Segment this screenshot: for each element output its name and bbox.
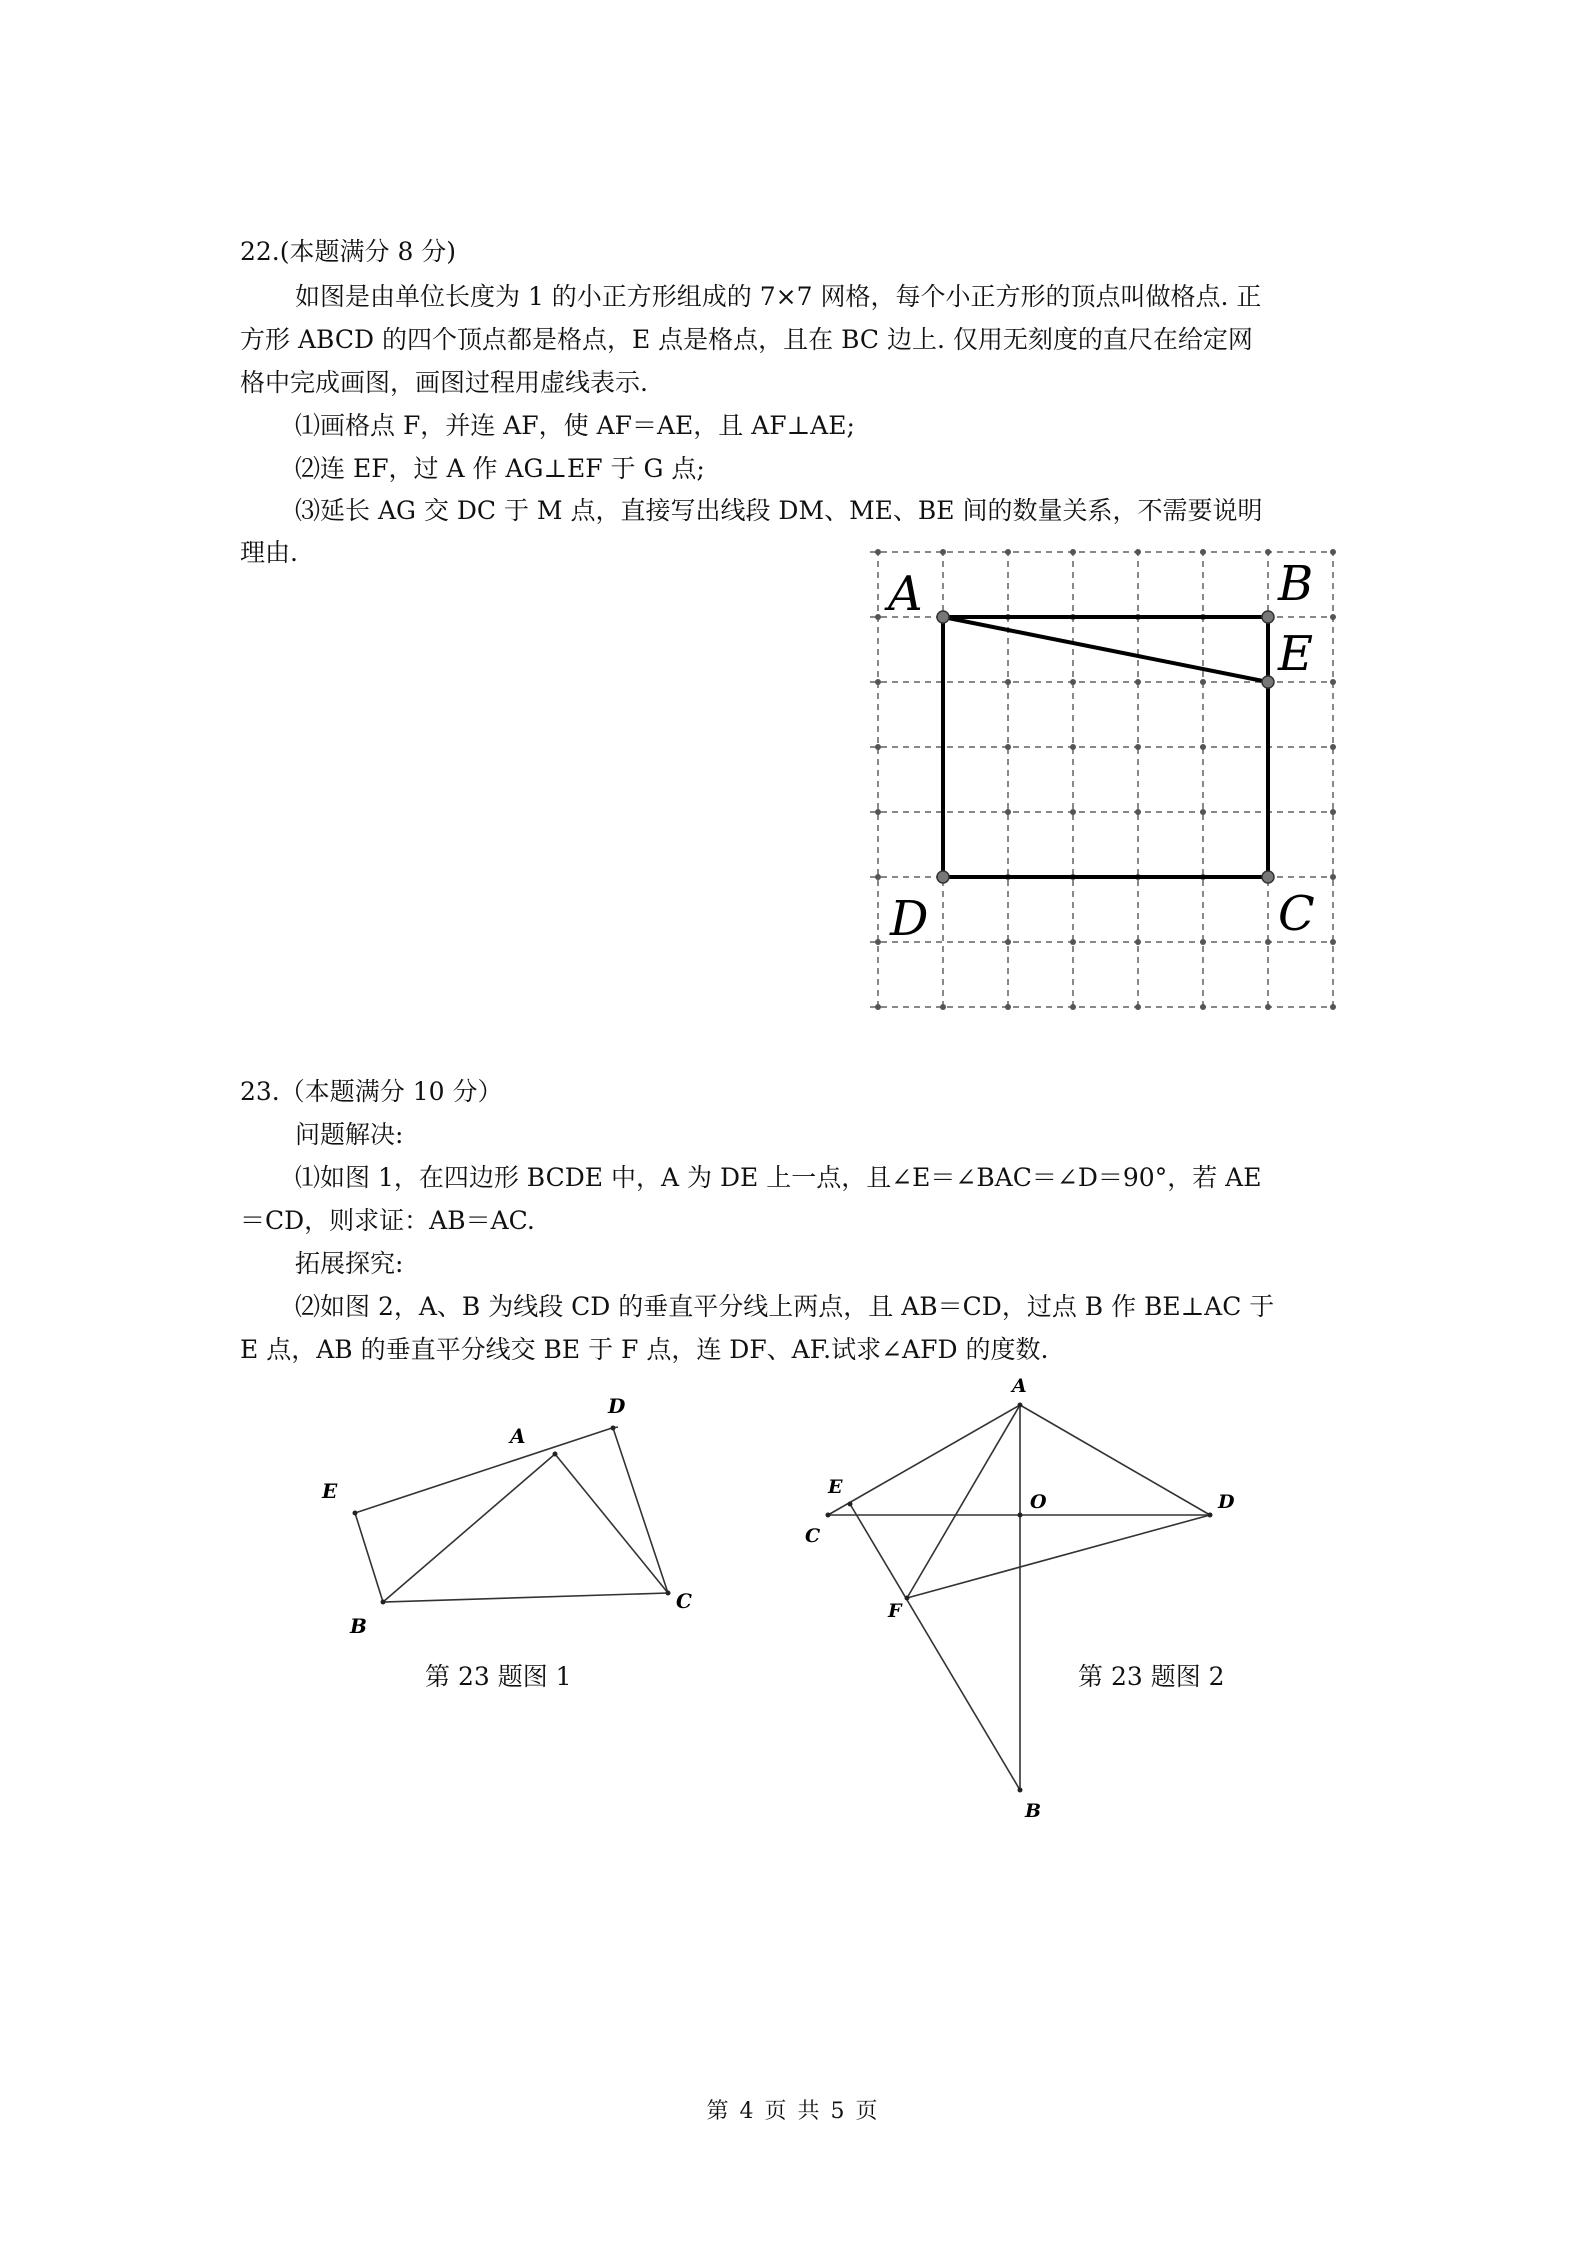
q22-paragraph-line: 方形 ABCD 的四个顶点都是格点，E 点是格点，且在 BC 边上. 仅用无刻度的直尺在给定网 [240,325,1253,354]
q22-paragraph-line: 格中完成画图，画图过程用虚线表示. [240,368,648,397]
label-d: D [890,891,929,947]
q22-step-2: ⑵连 EF，过 A 作 AG⊥EF 于 G 点; [295,454,705,483]
label-e: E [828,1476,843,1498]
q23-figure-2 [790,1370,1250,1820]
q23-heading-2: 拓展探究: [295,1249,404,1278]
label-b: B [1278,556,1314,612]
q23-part-1: ⑴如图 1，在四边形 BCDE 中，A 为 DE 上一点，且∠E＝∠BAC＝∠D＝90°，若 AE [295,1163,1262,1192]
fig2-caption: 第 23 题图 2 [1078,1662,1225,1691]
q22-step-3-cont: 理由. [240,538,298,567]
q23-part-2-cont: E 点，AB 的垂直平分线交 BE 于 F 点，连 DF、AF.试求∠AFD 的度数. [240,1335,1049,1364]
q23-figure-1 [300,1380,740,1640]
q22-step-1: ⑴画格点 F，并连 AF，使 AF＝AE，且 AF⊥AE; [295,411,855,440]
label-a: A [1012,1375,1027,1397]
label-c: C [805,1525,821,1547]
label-d: D [608,1394,626,1418]
label-a: A [510,1424,526,1448]
label-d: D [1218,1491,1235,1513]
label-a: A [888,566,923,622]
q22-grid-figure [860,540,1340,1020]
label-o: O [1030,1491,1047,1513]
page-footer: 第 4 页 共 5 页 [706,2099,880,2124]
label-c: C [676,1589,692,1613]
q23-heading-1: 问题解决: [295,1120,404,1149]
q23-part-1-cont: ＝CD，则求证：AB＝AC. [240,1206,535,1235]
label-e: E [1278,626,1314,682]
segment-ae [943,617,1268,682]
q22-paragraph-line: 如图是由单位长度为 1 的小正方形组成的 7×7 网格，每个小正方形的顶点叫做格点. 正 [295,282,1262,311]
fig1-caption: 第 23 题图 1 [425,1662,572,1691]
q23-title: 23.（本题满分 10 分） [240,1077,503,1106]
label-b: B [350,1614,367,1638]
q23-part-2: ⑵如图 2，A、B 为线段 CD 的垂直平分线上两点，且 AB＝CD，过点 B 作 BE⊥AC 于 [295,1292,1275,1321]
label-c: C [1278,886,1315,942]
q22-title: 22.(本题满分 8 分) [240,237,457,266]
label-e: E [322,1479,338,1503]
q22-step-3: ⑶延长 AG 交 DC 于 M 点，直接写出线段 DM、ME、BE 间的数量关系，不需要说明 [295,496,1263,525]
label-b: B [1025,1800,1042,1820]
label-f: F [888,1600,902,1622]
